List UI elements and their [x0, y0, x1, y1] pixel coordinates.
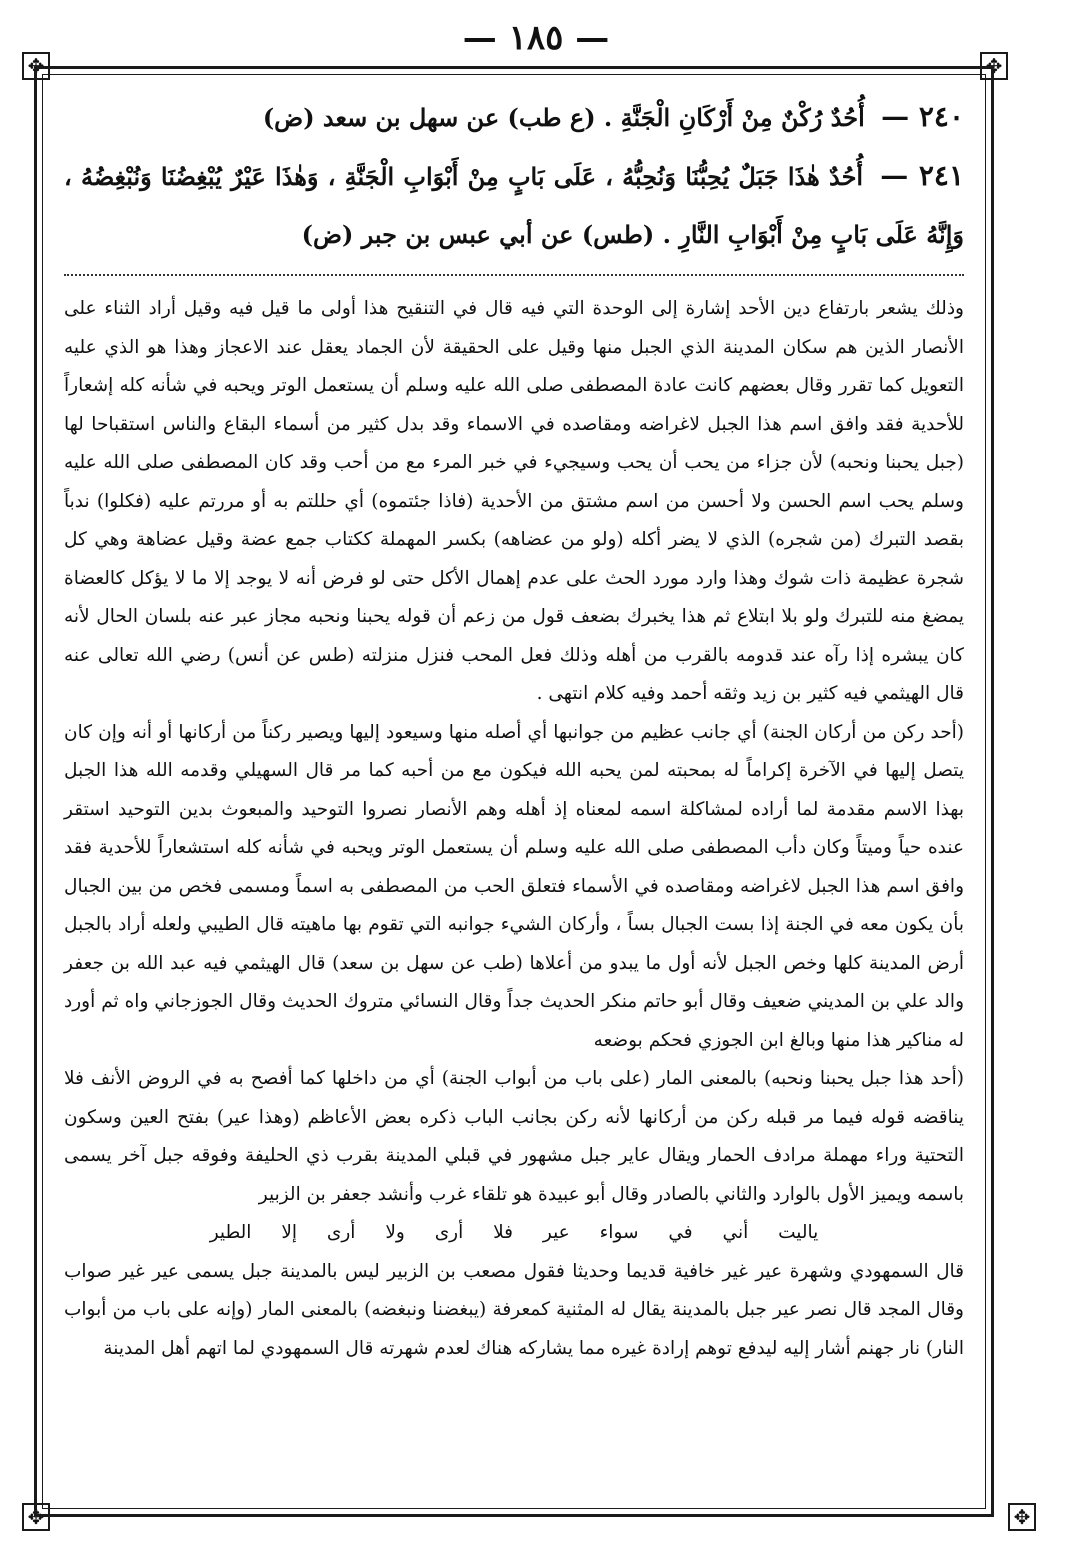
hadith-text: أُحُدٌ رُكْنٌ مِنْ أَرْكَانِ الْجَنَّةِ . (ع طب) عن سهل بن سعد (ض) [262, 103, 865, 132]
page-number: — ١٨٥ — [462, 18, 610, 58]
commentary-paragraph: (أحد ركن من أركان الجنة) أي جانب عظيم من جوانبها أي أصله منها وسيعود إليها ويصير ركناً من أركانها أو أنه وإن كان يتصل إليها في الآخرة إكراماً له بمحبته لمن يحبه الله فيكون مع من أحبه كما مر قال السهيلي وقدمه الله هذا الجبل بهذا الاسم مقدمة لما أراده لمشاكلة اسمه لمعناه إذ أهله وهم الأنصار نصروا التوحيد والمبعوث بدين التوحيد استقر عنده حياً وميتاً وكان دأب المصطفى صلى الله عليه وسلم أن يستعمل الوتر ويحبه في شأنه كله استشعاراً للأحدية فقد وافق اسم هذا الجبل لاغراضه ومقاصده في الأسماء فتعلق الحب من المصطفى به اسماً ومسمى فخص من بين الجبال بأن يكون معه في الجنة إذا بست الجبال بساً ، وأركان الشيء جوانبه التي تقوم بها ماهيته قال الطيبي ولعله أراد بالجبل أرض المدينة كلها وخص الجبل لأنه أول ما يبدو من أعلاها (طب عن سهل بن سعد) قال الهيثمي فيه عبد الله بن جعفر والد علي بن المديني ضعيف وقال أبو حاتم منكر الحديث جداً وقال النسائي متروك الحديث وقال الجوزجاني واه ثم أورد له مناكير هذا منها وبالغ ابن الجوزي فحكم بوضعه [64, 721, 964, 1051]
hadith-240 [64, 88, 964, 147]
hadith-241 [64, 147, 964, 264]
page-content [64, 88, 964, 1368]
hadith-text: أُحُدٌ هٰذَا جَبَلٌ يُحِبُّنَا وَنُحِبُّهُ ، عَلَى بَابٍ مِنْ أَبْوَابِ الْجَنَّةِ ، وَهٰذَا عَيْرٌ يُبْغِضُنَا وَنُبْغِضُهُ ، وَإِنَّهُ عَلَى بَابٍ مِنْ أَبْوَابِ النَّارِ . (طس) عن أبي عبس بن جبر (ض) [64, 162, 964, 249]
corner-ornament-top-right: ✥ [980, 52, 1008, 80]
corner-ornament-bottom-left: ✥ [22, 1503, 50, 1531]
corner-ornament-top-left: ✥ [22, 52, 50, 80]
commentary [64, 290, 964, 1368]
hadith-number: ٢٤١ — [880, 159, 964, 192]
dotted-separator [64, 274, 964, 276]
commentary-paragraph: قال السمهودي وشهرة عير غير خافية قديما وحديثا فقول مصعب بن الزبير ليس بالمدينة جبل يسمى عير غير صواب وقال المجد قال نصر عير جبل بالمدينة يقال له المثنية كمعرفة (يبغضنا ونبغضه) بالمعنى المار (وإنه على باب من أبواب النار) نار جهنم أشار إليه ليدفع توهم إرادة غيره مما يشاركه هناك لعدم شهرته قال السمهودي لما اتهم أهل المدينة [64, 1260, 964, 1359]
corner-ornament-bottom-right: ✥ [1008, 1503, 1036, 1531]
commentary-paragraph: (أحد هذا جبل يحبنا ونحبه) بالمعنى المار (على باب من أبواب الجنة) أي من داخلها كما أفصح به في الروض الأنف فلا يناقضه قوله فيما مر قبله ركن من أركانها لأنه ركن بجانب الباب ذكره بعض الأعاظم (وهذا عير) بفتح العين وسكون التحتية وراء مهملة مرادف الحمار ويقال عاير جبل مشهور في قبلي المدينة بقرب ذي الحليفة وفوقه جبل آخر يسمى باسمه ويميز الأول بالوارد والثاني بالصادر وقال أبو عبيدة هو تلقاء غرب وأنشد جعفر بن الزبير [64, 1068, 964, 1205]
commentary-paragraph: وذلك يشعر بارتفاع دين الأحد إشارة إلى الوحدة التي فيه قال في التنقيح هذا أولى ما قيل فيه وقيل أراد الثناء على الأنصار الذين هم سكان المدينة الذي الجبل منها وقيل على الحقيقة لأن الجماد يعقل عند الاعجاز وهذا هو الذي عليه التعويل كما تقرر وقال بعضهم كانت عادة المصطفى صلى الله عليه وسلم أن يستعمل الوتر ويحبه في شأنه كله إشعاراً للأحدية فقد وافق اسم هذا الجبل لاغراضه ومقاصده في الاسماء وقد بدل كثير من أسماء البقاع والناس استقباحا لها (جبل يحبنا ونحبه) لأن جزاء من يحب أن يحب وسيجيء في خبر المرء مع من أحب وقد كان المصطفى صلى الله عليه وسلم يحب اسم الحسن ولا أحسن من اسم مشتق من الأحدية (فاذا جئتموه) أي حللتم به أو مررتم عليه (فكلوا) ندباً بقصد التبرك (من شجره) الذي لا يضر أكله (ولو من عضاهه) بكسر المهملة ككتاب جمع عضة وقيل عضاهة وهي كل شجرة عظيمة ذات شوك وهذا وارد مورد الحث على عدم إهمال الأكل حتى لو فرض أنه لا يوجد إلا ما لا يؤكل كالعضاة يمضغ منه للتبرك ولو بلا ابتلاع ثم هذا يخبرك بضعف قول من زعم أن قوله يحبنا ونحبه مجاز عبر عنه بلسان الحال لأنه كان يبشره إذا رآه عند قدومه بالقرب من أهله وذلك فعل المحب فنزل منزلته (طس عن أنس) رضي الله تعالى عنه قال الهيثمي فيه كثير بن زيد وثقه أحمد وفيه كلام انتهى . [64, 298, 964, 704]
hadith-number: ٢٤٠ — [881, 100, 964, 133]
poetry-verse: ياليت أني في سواء عير فلا أرى ولا أرى إلا الطير [209, 1222, 819, 1243]
